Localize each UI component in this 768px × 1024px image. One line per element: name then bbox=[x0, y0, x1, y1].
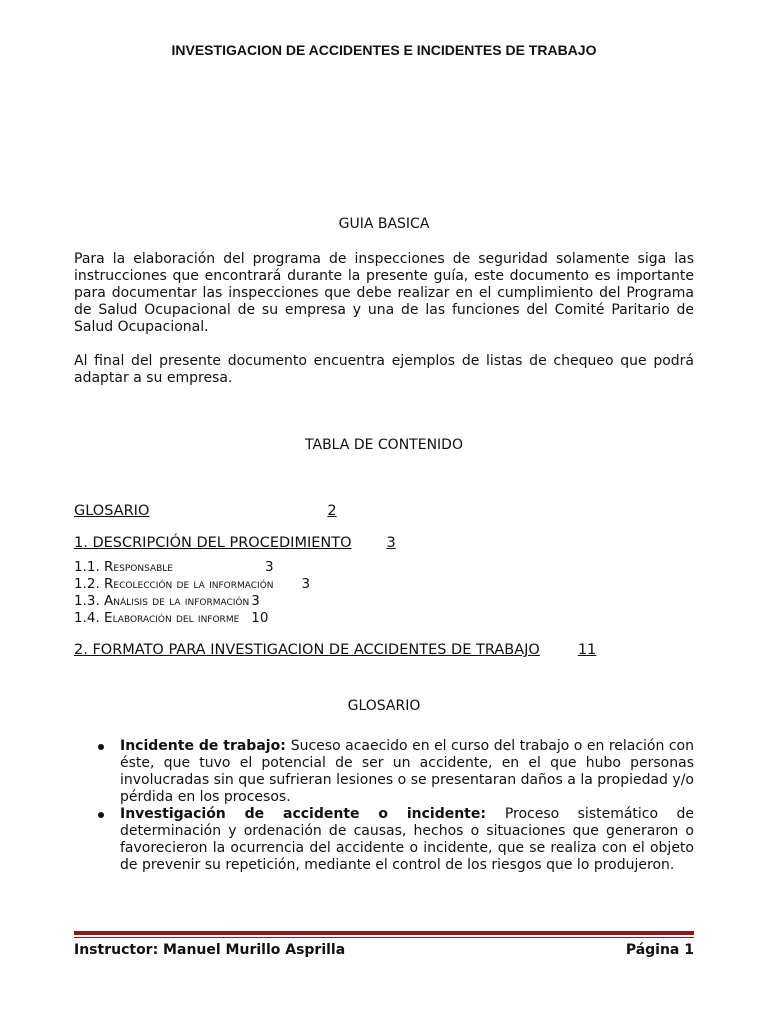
toc-entry-page: 11 bbox=[577, 642, 597, 658]
toc-entry-subsection[interactable] bbox=[74, 559, 274, 575]
toc-entry-page: 3 bbox=[265, 559, 274, 575]
toc-entry-label: 1.2. Recolección de la información bbox=[74, 576, 274, 592]
toc-entry-label: 2. FORMATO PARA INVESTIGACION DE ACCIDENTES DE TRABAJO bbox=[74, 642, 540, 658]
toc-heading: TABLA DE CONTENIDO bbox=[305, 437, 463, 453]
toc-entry-section-1[interactable] bbox=[74, 535, 396, 551]
glossary-list bbox=[74, 738, 694, 874]
bullet-icon bbox=[98, 812, 104, 818]
toc-entry-page: 10 bbox=[251, 610, 269, 626]
toc-entry-label: 1.1. Responsable bbox=[74, 559, 173, 575]
toc-entry-subsection[interactable] bbox=[74, 610, 268, 626]
toc-entry-section-2[interactable] bbox=[74, 642, 596, 658]
glossary-definition: Proceso sistemático de determinación y ordenación de causas, hechos o situaciones que generaron o favorecieron la ocurrencia del accidente o incidente, que se realiza con el objeto de prevenir su repetición, mediante el control de los riesgos que lo produjeron. bbox=[120, 806, 695, 873]
glossary-definition: Suceso acaecido en el curso del trabajo o en relación con éste, que tuvo el potencial de ser un accidente, en el que hubo personas involucradas sin que sufrieran lesiones o se presentaran daños a la propiedad y/o pérdida en los procesos. bbox=[120, 738, 694, 805]
toc-entry-subsection[interactable] bbox=[74, 576, 310, 592]
glossary-term: Incidente de trabajo: bbox=[120, 738, 291, 754]
document-header-title: INVESTIGACION DE ACCIDENTES E INCIDENTES DE TRABAJO bbox=[171, 42, 597, 58]
footer-page-number: Página 1 bbox=[625, 942, 694, 958]
toc-entry-glosario[interactable] bbox=[74, 503, 337, 519]
footer-instructor: Instructor: Manuel Murillo Asprilla bbox=[74, 942, 346, 958]
glossary-term: Investigación de accidente o incidente: bbox=[120, 806, 505, 822]
toc-entry-label: 1.3. Análisis de la información bbox=[74, 593, 250, 609]
bullet-icon bbox=[98, 744, 104, 750]
toc-entry-label: GLOSARIO bbox=[74, 503, 150, 519]
toc-entry-page: 3 bbox=[301, 576, 311, 592]
glosario-heading: GLOSARIO bbox=[347, 698, 421, 714]
intro-paragraph-1: Para la elaboración del programa de inspecciones de seguridad solamente siga las instrucciones que encontrará durante la presente guía, este documento es importante para documentar las inspecciones que debe realizar en el cumplimiento del Programa de Salud Ocupacional de su empresa y una de las funciones del Comité Paritario de Salud Ocupacional. bbox=[74, 251, 694, 335]
toc-entry-subsection[interactable] bbox=[74, 593, 260, 609]
footer-rule-thin bbox=[74, 937, 694, 938]
list-item bbox=[74, 806, 694, 874]
toc-entry-page: 3 bbox=[251, 593, 260, 609]
toc-entry-label: 1. DESCRIPCIÓN DEL PROCEDIMIENTO bbox=[74, 535, 352, 551]
toc-entry-label: 1.4. Elaboración del informe bbox=[74, 610, 240, 626]
footer-rule-thick bbox=[74, 931, 694, 935]
intro-paragraph-2: Al final del presente documento encuentra ejemplos de listas de chequeo que podrá adaptar a su empresa. bbox=[74, 353, 694, 386]
toc-entry-page: 2 bbox=[327, 503, 337, 519]
guia-basica-heading: GUIA BASICA bbox=[338, 216, 430, 232]
toc-entry-page: 3 bbox=[386, 535, 396, 551]
list-item bbox=[74, 738, 694, 806]
